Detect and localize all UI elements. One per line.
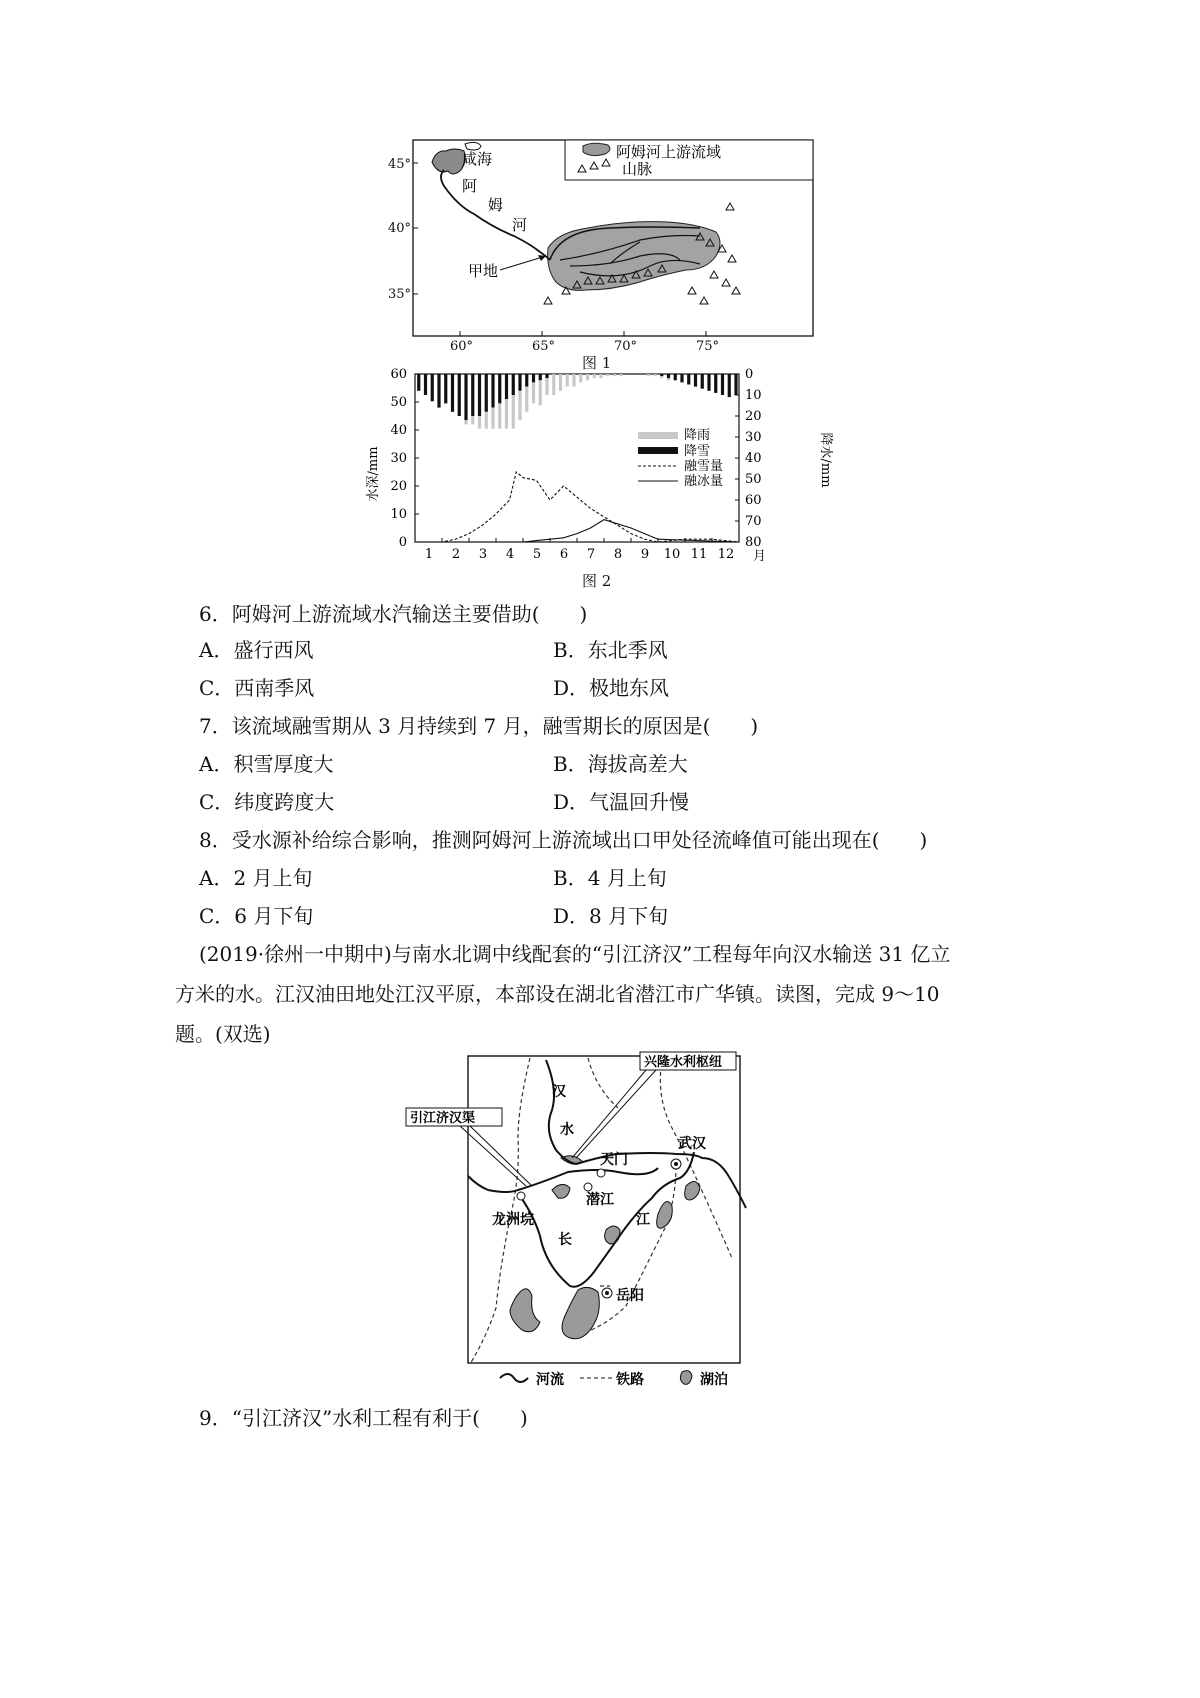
longzhouyuan-label: 龙洲垸 [492, 1212, 534, 1228]
snow-bar [525, 374, 528, 387]
snow-bar [491, 374, 494, 408]
x-tick-label: 3 [478, 547, 488, 562]
lat-40: 40° [388, 221, 412, 236]
qianjiang-label: 潜江 [586, 1192, 614, 1208]
left-axis-label: 水深/mm [366, 446, 381, 502]
upper-basin-area [548, 222, 720, 291]
x-tick-label: 9 [640, 547, 650, 562]
q6-option-a: A．盛行西风 [199, 638, 314, 662]
rain-bar [485, 412, 488, 429]
river-char-1: 阿 [462, 177, 478, 195]
q6-option-c: C．西南季风 [199, 676, 315, 700]
jiang-char: 江 [636, 1212, 650, 1228]
tianmen-label: 天门 [600, 1152, 628, 1168]
legend-icemelt-label: 融冰量 [684, 474, 724, 489]
snow-bar [505, 374, 508, 399]
q8-stem: 8．受水源补给综合影响，推测阿姆河上游流域出口甲处径流峰值可能出现在( ) [199, 828, 928, 852]
q7-stem: 7．该流域融雪期从 3 月持续到 7 月，融雪期长的原因是( ) [199, 714, 759, 738]
qianjiang-marker [584, 1183, 592, 1191]
intro-paragraph: (2019·徐州一中期中)与南水北调中线配套的“引江济汉”工程每年向汉水输送 31 亿立方米的水。江汉油田地处江汉平原，本部设在湖北省潜江市广华镇。读图，完成 9～10 题。(双选) [175, 942, 951, 1046]
rain-bar [593, 374, 596, 378]
x-tick-label: 5 [532, 547, 542, 562]
snow-bar [424, 374, 427, 395]
amu-river-main [441, 170, 550, 260]
lat-35: 35° [388, 287, 412, 302]
snow-bar [667, 374, 670, 378]
rain-bar [512, 395, 515, 429]
rain-bar [478, 416, 481, 429]
right-tick-label: 60 [745, 493, 762, 508]
q6-option-d: D．极地东风 [553, 676, 670, 700]
legend-basin-label: 阿姆河上游流域 [616, 143, 722, 161]
rain-bar [552, 374, 555, 395]
legend-snow-label: 降雪 [684, 444, 711, 459]
snow-bar [478, 374, 481, 416]
rain-bar [518, 391, 521, 420]
x-tick-label: 10 [663, 547, 681, 562]
tianmen-marker [597, 1169, 605, 1177]
legend-railway-label: 铁路 [616, 1372, 644, 1388]
x-tick-label: 2 [451, 547, 461, 562]
right-tick-label: 20 [745, 409, 762, 424]
canal-label: 引江济汉渠 [410, 1111, 476, 1126]
snow-bar [674, 374, 677, 380]
legend-snowmelt-label: 融雪量 [684, 459, 724, 474]
lon-65: 65° [532, 339, 556, 354]
snow-bar [532, 374, 535, 382]
snow-bar [464, 374, 467, 420]
right-tick-label: 10 [745, 388, 762, 403]
rain-bar [559, 374, 562, 391]
rain-bar [660, 376, 663, 378]
q7-option-d: D．气温回升慢 [553, 790, 690, 814]
rain-bar [498, 403, 501, 428]
rain-bar [505, 399, 508, 428]
snow-bar [518, 374, 521, 391]
rain-bar [620, 374, 623, 376]
wuhan-label: 武汉 [678, 1136, 706, 1152]
figure-1-map [370, 136, 830, 376]
q8-option-c: C．6 月下旬 [199, 904, 314, 928]
figure-2-caption: 图 2 [582, 572, 612, 590]
snow-bar [431, 374, 434, 401]
lon-75: 75° [696, 339, 720, 354]
basin-legend-swatch [583, 143, 610, 155]
x-tick-label: 11 [690, 547, 708, 562]
right-tick-label: 40 [745, 451, 762, 466]
figure-2-chart [360, 362, 840, 574]
legend-mountain-label: 山脉 [622, 160, 653, 178]
river-char-2: 姆 [488, 196, 504, 214]
right-tick-label: 0 [745, 367, 754, 382]
han-char-2: 水 [560, 1122, 574, 1138]
lat-45: 45° [388, 157, 412, 172]
snow-bar [687, 374, 690, 385]
q7-option-a: A．积雪厚度大 [199, 752, 334, 776]
left-tick-label: 20 [390, 479, 407, 494]
snow-bar [458, 374, 461, 416]
q8-option-d: D．8 月下旬 [553, 904, 669, 928]
right-tick-label: 30 [745, 430, 762, 445]
xinglong-label: 兴隆水利枢纽 [644, 1055, 723, 1070]
legend-river-label: 河流 [536, 1372, 564, 1388]
rain-bar [613, 374, 616, 376]
rain-bar [647, 374, 650, 376]
rain-bar [599, 374, 602, 378]
q6-stem: 6．阿姆河上游流域水汽输送主要借助( ) [199, 602, 588, 626]
snow-bar [545, 374, 548, 378]
snow-bar [539, 374, 542, 380]
chart-legend [638, 428, 723, 489]
q8-option-b: B．4 月上旬 [553, 866, 667, 890]
legend-lake-label: 湖泊 [700, 1372, 728, 1388]
left-tick-label: 0 [398, 535, 407, 550]
han-char-1: 汉 [552, 1084, 566, 1100]
q9-stem: 9．“引江济汉”水利工程有利于( ) [199, 1406, 528, 1430]
lon-60: 60° [450, 339, 474, 354]
legend-rain-swatch [638, 432, 678, 439]
rain-bar [539, 380, 542, 405]
snow-bar [707, 374, 710, 391]
q7-option-c: C．纬度跨度大 [199, 790, 335, 814]
snow-bar [451, 374, 454, 412]
x-tick-label: 1 [424, 547, 434, 562]
q7-option-b: B．海拔高差大 [553, 752, 688, 776]
snow-bar [417, 374, 420, 391]
rain-bar [464, 420, 467, 424]
x-tick-label: 6 [559, 547, 569, 562]
snow-bar [714, 374, 717, 393]
rain-bar [579, 374, 582, 382]
right-tick-label: 70 [745, 514, 762, 529]
x-tick-label: 4 [505, 547, 515, 562]
rain-bar [586, 374, 589, 380]
rivers [468, 1060, 746, 1287]
aral-sea [432, 149, 465, 174]
rain-bar [545, 378, 548, 395]
q8-option-a: A．2 月上旬 [199, 866, 313, 890]
snow-bar [437, 374, 440, 408]
left-tick-label: 30 [390, 451, 407, 466]
snow-bar [485, 374, 488, 412]
right-tick-label: 50 [745, 472, 762, 487]
rain-bar [566, 374, 569, 387]
snow-bar [471, 374, 474, 416]
rain-bar [532, 382, 535, 403]
map3-legend [500, 1371, 728, 1388]
q6-option-b: B．东北季风 [553, 638, 668, 662]
snow-bar [660, 374, 663, 376]
snow-bar [680, 374, 683, 382]
rain-bar [471, 416, 474, 424]
snow-bar [694, 374, 697, 387]
snow-bar [701, 374, 704, 389]
railways [470, 1058, 732, 1364]
snow-bar [728, 374, 731, 397]
rain-bar [653, 374, 656, 376]
figure-1-caption: 图 1 [582, 354, 612, 372]
lon-70: 70° [614, 339, 638, 354]
river-char-3: 河 [512, 216, 528, 234]
snow-bar [498, 374, 501, 403]
right-axis-label: 降水/mm [818, 432, 833, 488]
x-tick-label: 8 [613, 547, 623, 562]
left-tick-label: 50 [390, 395, 407, 410]
legend-snow-swatch [638, 447, 678, 454]
legend-rain-label: 降雨 [684, 428, 711, 443]
chart-svg [360, 362, 840, 574]
chang-char: 长 [558, 1232, 572, 1248]
rain-bar [525, 387, 528, 412]
left-tick-label: 60 [390, 367, 407, 382]
x-tick-label: 12 [717, 547, 735, 562]
figure-3-map [400, 1046, 760, 1396]
left-tick-label: 10 [390, 507, 407, 522]
rain-bar [572, 374, 575, 387]
rain-bar [667, 378, 670, 380]
left-tick-label: 40 [390, 423, 407, 438]
map3-frame [468, 1056, 740, 1363]
snow-bar [512, 374, 515, 395]
right-tick-label: 80 [745, 535, 762, 550]
x-tick-label: 7 [586, 547, 596, 562]
snow-bar [734, 374, 737, 395]
rain-bar [491, 408, 494, 429]
site-jia-label: 甲地 [468, 262, 499, 280]
yueyang-label: 岳阳 [616, 1288, 644, 1304]
x-unit-label: 月 [753, 549, 767, 564]
snow-bar [721, 374, 724, 395]
longzhouyuan-marker [517, 1192, 525, 1200]
rain-bar [606, 374, 609, 376]
aral-sea-label: 咸海 [462, 150, 493, 168]
snow-bar [444, 374, 447, 403]
